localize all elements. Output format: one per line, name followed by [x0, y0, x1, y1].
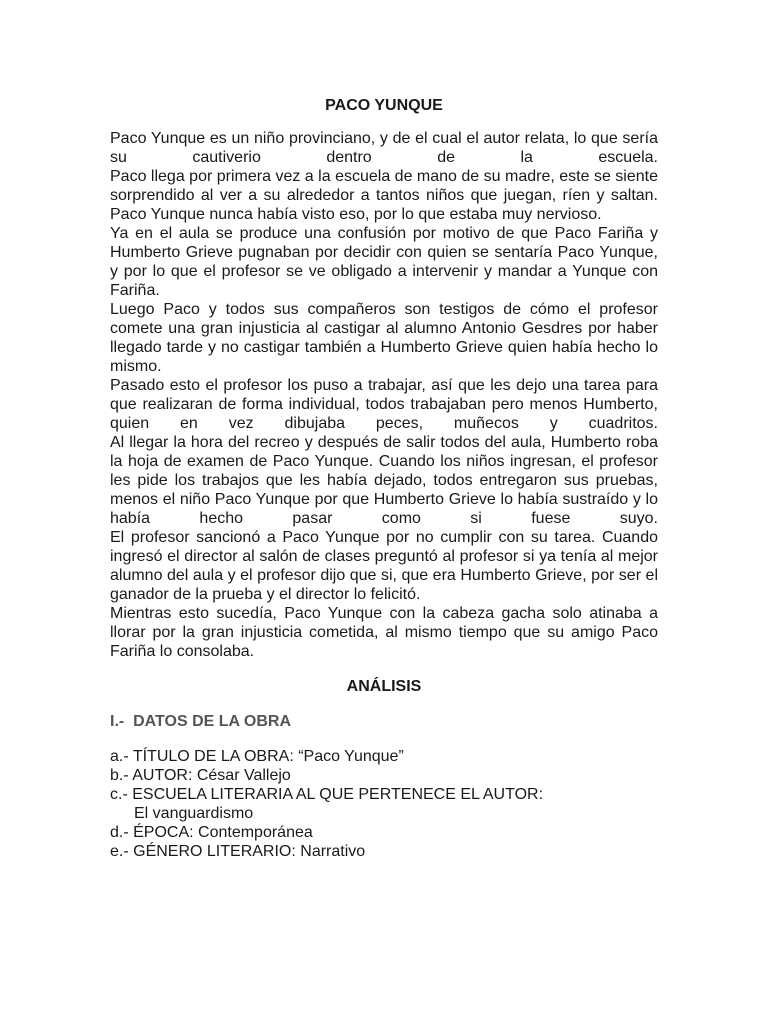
paragraph: Paco Yunque nunca había visto eso, por lo que estaba muy nervioso. — [110, 206, 602, 223]
paragraph: Pasado esto el profesor los puso a trabajar, así que les dejo una tarea para que realizaran de forma individual, todos trabajaban pero menos Humberto, quien en vez dibujaba peces, muñecos y cuadritos. — [110, 377, 658, 432]
story-summary — [110, 129, 658, 661]
paragraph: Mientras esto sucedía, Paco Yunque con la cabeza gacha solo atinaba a llorar por la gran injusticia cometida, al mismo tiempo que su amigo Paco Fariña lo consolaba. — [110, 605, 658, 660]
data-item-author: b.- AUTOR: César Vallejo — [110, 767, 291, 784]
analysis-heading: ANÁLISIS — [346, 678, 422, 695]
paragraph: Al llegar la hora del recreo y después de salir todos del aula, Humberto roba la hoja de examen de Paco Yunque. Cuando los niños ingresan, el profesor les pide los trabajos que les había dejado, todos entregaron sus pruebas, menos el niño Paco Yunque por que Humberto Grieve lo había sustraído y lo había hecho pasar como si fuese suyo. — [110, 434, 658, 527]
paragraph: Paco llega por primera vez a la escuela de mano de su madre, este se siente sorprendido al ver a su alrededor a tantos niños que juegan, ríen y saltan. — [110, 168, 658, 204]
data-item-title: a.- TÍTULO DE LA OBRA: “Paco Yunque” — [110, 748, 404, 765]
paragraph: Luego Paco y todos sus compañeros son testigos de cómo el profesor comete una gran injusticia al castigar al alumno Antonio Gesdres por haber llegado tarde y no castigar también a Humberto Grieve quien había hecho lo mismo. — [110, 301, 658, 375]
paragraph: Paco Yunque es un niño provinciano, y de el cual el autor relata, lo que sería su cautiverio dentro de la escuela. — [110, 130, 658, 166]
data-item-genre: e.- GÉNERO LITERARIO: Narrativo — [110, 843, 366, 860]
data-item-epoch: d.- ÉPOCA: Contemporánea — [110, 824, 313, 841]
work-data-list — [110, 747, 658, 861]
data-item-school: c.- ESCUELA LITERARIA AL QUE PERTENECE EL AUTOR: — [110, 786, 544, 803]
section-heading: I.- DATOS DE LA OBRA — [110, 713, 292, 730]
data-item-school-value: El vanguardismo — [134, 805, 254, 822]
paragraph: Ya en el aula se produce una confusión por motivo de que Paco Fariña y Humberto Grieve pugnaban por decidir con quien se sentaría Paco Yunque, y por lo que el profesor se ve obligado a intervenir y mandar a Yunque con Fariña. — [110, 225, 658, 299]
document-title: PACO YUNQUE — [325, 97, 443, 114]
document-page — [110, 96, 658, 861]
paragraph: El profesor sancionó a Paco Yunque por no cumplir con su tarea. Cuando ingresó el director al salón de clases preguntó al profesor si ya tenía al mejor alumno del aula y el profesor dijo que si, que era Humberto Grieve, por ser el ganador de la prueba y el director lo felicitó. — [110, 529, 658, 603]
